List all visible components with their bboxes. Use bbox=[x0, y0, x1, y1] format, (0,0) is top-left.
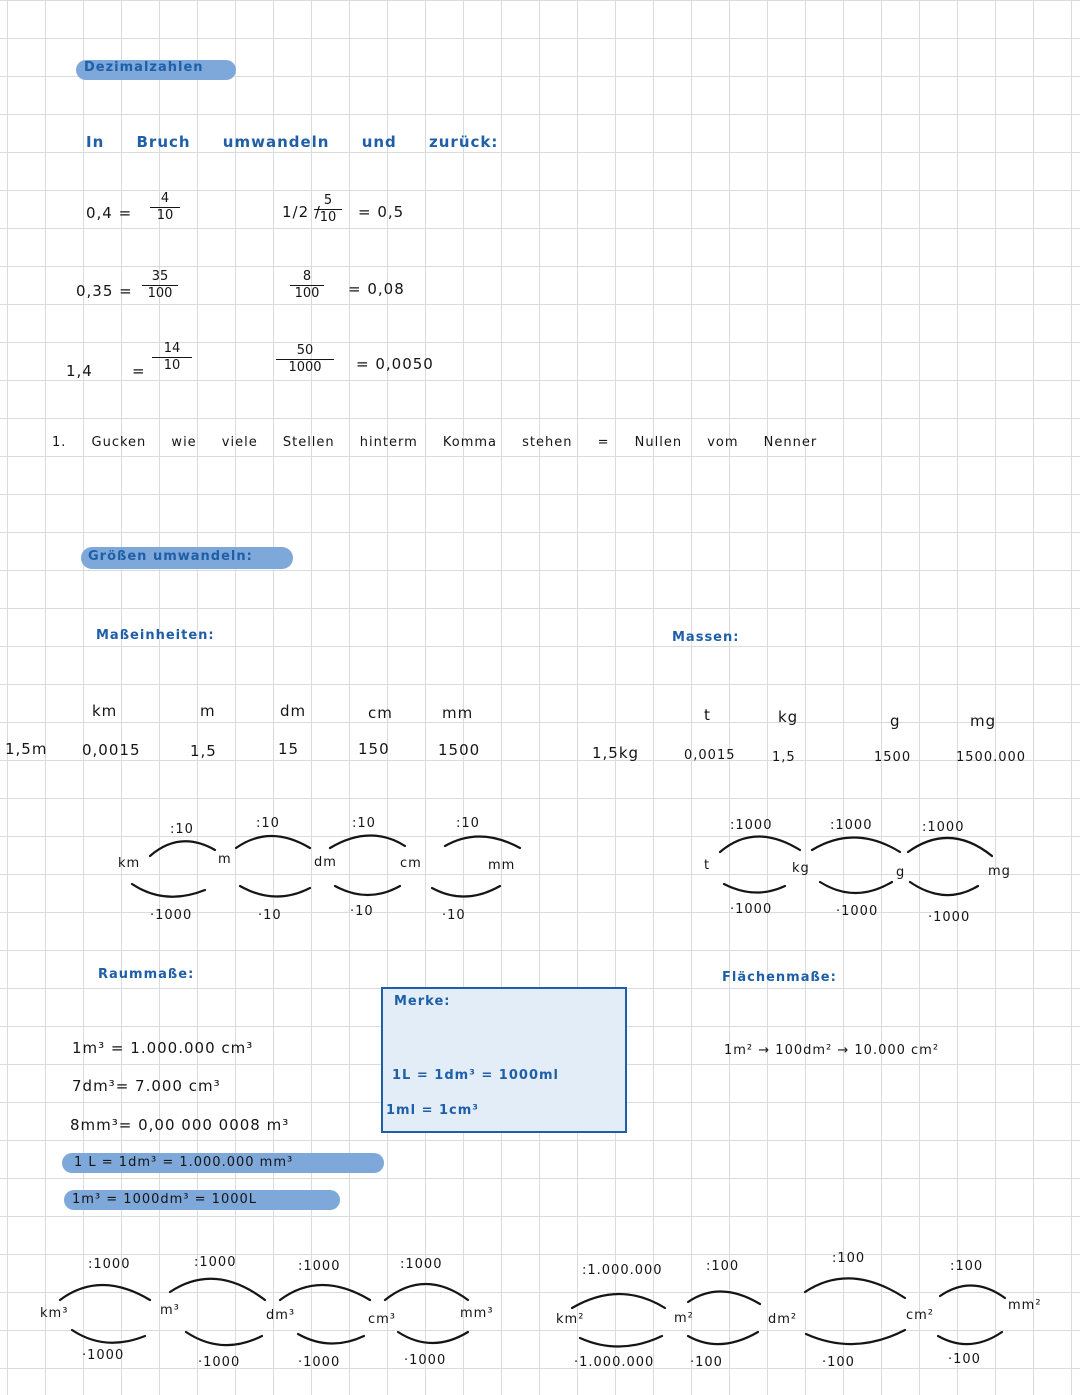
chain-bottom-label: ·1000 bbox=[404, 1353, 447, 1368]
chain-unit: m³ bbox=[160, 1303, 180, 1318]
chain-bottom-label: ·1000 bbox=[836, 904, 879, 919]
volume-highlight-text: 1m³ = 1000dm³ = 1000L bbox=[72, 1192, 257, 1207]
merke-line: 1ml = 1cm³ bbox=[386, 1103, 479, 1118]
chain-unit: cm³ bbox=[368, 1312, 397, 1327]
chain-unit: mm² bbox=[1008, 1298, 1042, 1313]
numerator: 5 bbox=[323, 193, 333, 208]
length-row-label: 1,5m bbox=[5, 740, 48, 758]
mass-value: 1500 bbox=[874, 750, 912, 765]
denominator: 10 bbox=[156, 208, 174, 223]
chain-top-label: :10 bbox=[256, 816, 280, 831]
volume-highlight-text: 1 L = 1dm³ = 1.000.000 mm³ bbox=[74, 1155, 294, 1170]
volume-line: 1m³ = 1.000.000 cm³ bbox=[72, 1039, 254, 1057]
sizes-heading: Größen umwandeln: bbox=[88, 549, 253, 564]
chain-top-label: :1000 bbox=[922, 820, 965, 835]
chain-top-label: :1000 bbox=[730, 818, 773, 833]
fraction-result: = 0,08 bbox=[348, 280, 405, 298]
chain-unit: kg bbox=[792, 861, 810, 876]
chain-unit: cm² bbox=[906, 1308, 935, 1323]
merke-title: Merke: bbox=[394, 994, 451, 1009]
mass-value: 0,0015 bbox=[684, 748, 736, 763]
decimal-heading: Dezimalzahlen bbox=[84, 60, 204, 75]
denominator: 1000 bbox=[288, 360, 322, 375]
length-value: 0,0015 bbox=[82, 741, 141, 759]
chain-unit: km² bbox=[556, 1312, 585, 1327]
denominator: 10 bbox=[319, 210, 337, 225]
decimal-row-left: 0,4 = bbox=[86, 204, 133, 222]
mass-row-label: 1,5kg bbox=[592, 744, 640, 762]
decimal-rule: 1. Gucken wie viele Stellen hinterm Komma stehen = Nullen vom Nenner bbox=[52, 435, 818, 450]
mass-value: 1,5 bbox=[772, 750, 796, 765]
area-line: 1m² → 100dm² → 10.000 cm² bbox=[724, 1043, 940, 1058]
chain-unit: t bbox=[704, 858, 711, 873]
length-value: 15 bbox=[278, 740, 300, 758]
chain-bottom-label: ·1000 bbox=[82, 1348, 125, 1363]
chain-unit: mm bbox=[488, 858, 516, 873]
chain-unit: km³ bbox=[40, 1306, 69, 1321]
length-title: Maßeinheiten: bbox=[96, 628, 215, 643]
chain-bottom-label: ·10 bbox=[258, 908, 282, 923]
chain-bottom-label: ·1000 bbox=[298, 1355, 341, 1370]
unit-dm: dm bbox=[280, 702, 307, 720]
chain-unit: cm bbox=[400, 856, 422, 871]
chain-bottom-label: ·100 bbox=[822, 1355, 855, 1370]
chain-top-label: :10 bbox=[352, 816, 376, 831]
volume-line: 7dm³= 7.000 cm³ bbox=[72, 1077, 221, 1095]
chain-bottom-label: ·10 bbox=[442, 908, 466, 923]
denominator: 100 bbox=[147, 286, 173, 301]
unit-t: t bbox=[704, 706, 711, 724]
chain-bottom-label: ·1000 bbox=[198, 1355, 241, 1370]
chain-unit: m bbox=[218, 852, 232, 867]
numerator: 4 bbox=[160, 191, 170, 206]
chain-bottom-label: ·100 bbox=[690, 1355, 723, 1370]
unit-mg: mg bbox=[970, 712, 997, 730]
fraction-half: 1/2 / bbox=[282, 203, 321, 221]
chain-bottom-label: ·1000 bbox=[928, 910, 971, 925]
merke-line: 1L = 1dm³ = 1000ml bbox=[392, 1068, 559, 1083]
unit-mm: mm bbox=[442, 704, 474, 722]
chain-unit: dm³ bbox=[266, 1308, 296, 1323]
chain-bottom-label: ·1.000.000 bbox=[574, 1355, 655, 1370]
decimal-row-left: 0,35 = bbox=[76, 282, 133, 300]
unit-g: g bbox=[890, 712, 901, 730]
chain-unit: dm² bbox=[768, 1312, 798, 1327]
mass-value: 1500.000 bbox=[956, 750, 1027, 765]
denominator: 10 bbox=[163, 358, 181, 373]
chain-bottom-label: ·100 bbox=[948, 1352, 981, 1367]
chain-top-label: :100 bbox=[832, 1251, 866, 1266]
mass-title: Massen: bbox=[672, 630, 740, 645]
decimal-row-left: 1,4 bbox=[66, 362, 93, 380]
unit-kg: kg bbox=[778, 708, 799, 726]
chain-unit: mm³ bbox=[460, 1306, 494, 1321]
chain-top-label: :100 bbox=[706, 1259, 740, 1274]
decimal-subheading: In Bruch umwandeln und zurück: bbox=[86, 133, 499, 151]
chain-bottom-label: ·1000 bbox=[150, 908, 193, 923]
chain-top-label: :1000 bbox=[400, 1257, 443, 1272]
chain-top-label: :1000 bbox=[298, 1259, 341, 1274]
length-value: 150 bbox=[358, 740, 390, 758]
chain-top-label: :100 bbox=[950, 1259, 984, 1274]
unit-km: km bbox=[92, 702, 118, 720]
chain-unit: m² bbox=[674, 1311, 694, 1326]
chain-unit: dm bbox=[314, 855, 337, 870]
chain-top-label: :10 bbox=[170, 822, 194, 837]
chain-top-label: :1000 bbox=[830, 818, 873, 833]
length-value: 1,5 bbox=[190, 742, 217, 760]
area-title: Flächenmaße: bbox=[722, 970, 837, 985]
equals-sign: = bbox=[132, 362, 146, 380]
chain-bottom-label: ·10 bbox=[350, 904, 374, 919]
unit-m: m bbox=[200, 702, 216, 720]
fraction-result: = 0,0050 bbox=[356, 355, 434, 373]
chain-top-label: :1.000.000 bbox=[582, 1263, 663, 1278]
numerator: 14 bbox=[163, 341, 181, 356]
chain-unit: km bbox=[118, 856, 141, 871]
numerator: 8 bbox=[302, 269, 312, 284]
chain-unit: mg bbox=[988, 864, 1011, 879]
chain-bottom-label: ·1000 bbox=[730, 902, 773, 917]
fraction-result: = 0,5 bbox=[358, 203, 405, 221]
numerator: 50 bbox=[296, 343, 314, 358]
numerator: 35 bbox=[151, 269, 169, 284]
chain-top-label: :1000 bbox=[88, 1257, 131, 1272]
unit-cm: cm bbox=[368, 704, 393, 722]
chain-top-label: :10 bbox=[456, 816, 480, 831]
volume-line: 8mm³= 0,00 000 0008 m³ bbox=[70, 1116, 290, 1134]
volume-title: Raummaße: bbox=[98, 967, 195, 982]
chain-top-label: :1000 bbox=[194, 1255, 237, 1270]
chain-unit: g bbox=[896, 865, 906, 880]
length-value: 1500 bbox=[438, 741, 481, 759]
denominator: 100 bbox=[294, 286, 320, 301]
